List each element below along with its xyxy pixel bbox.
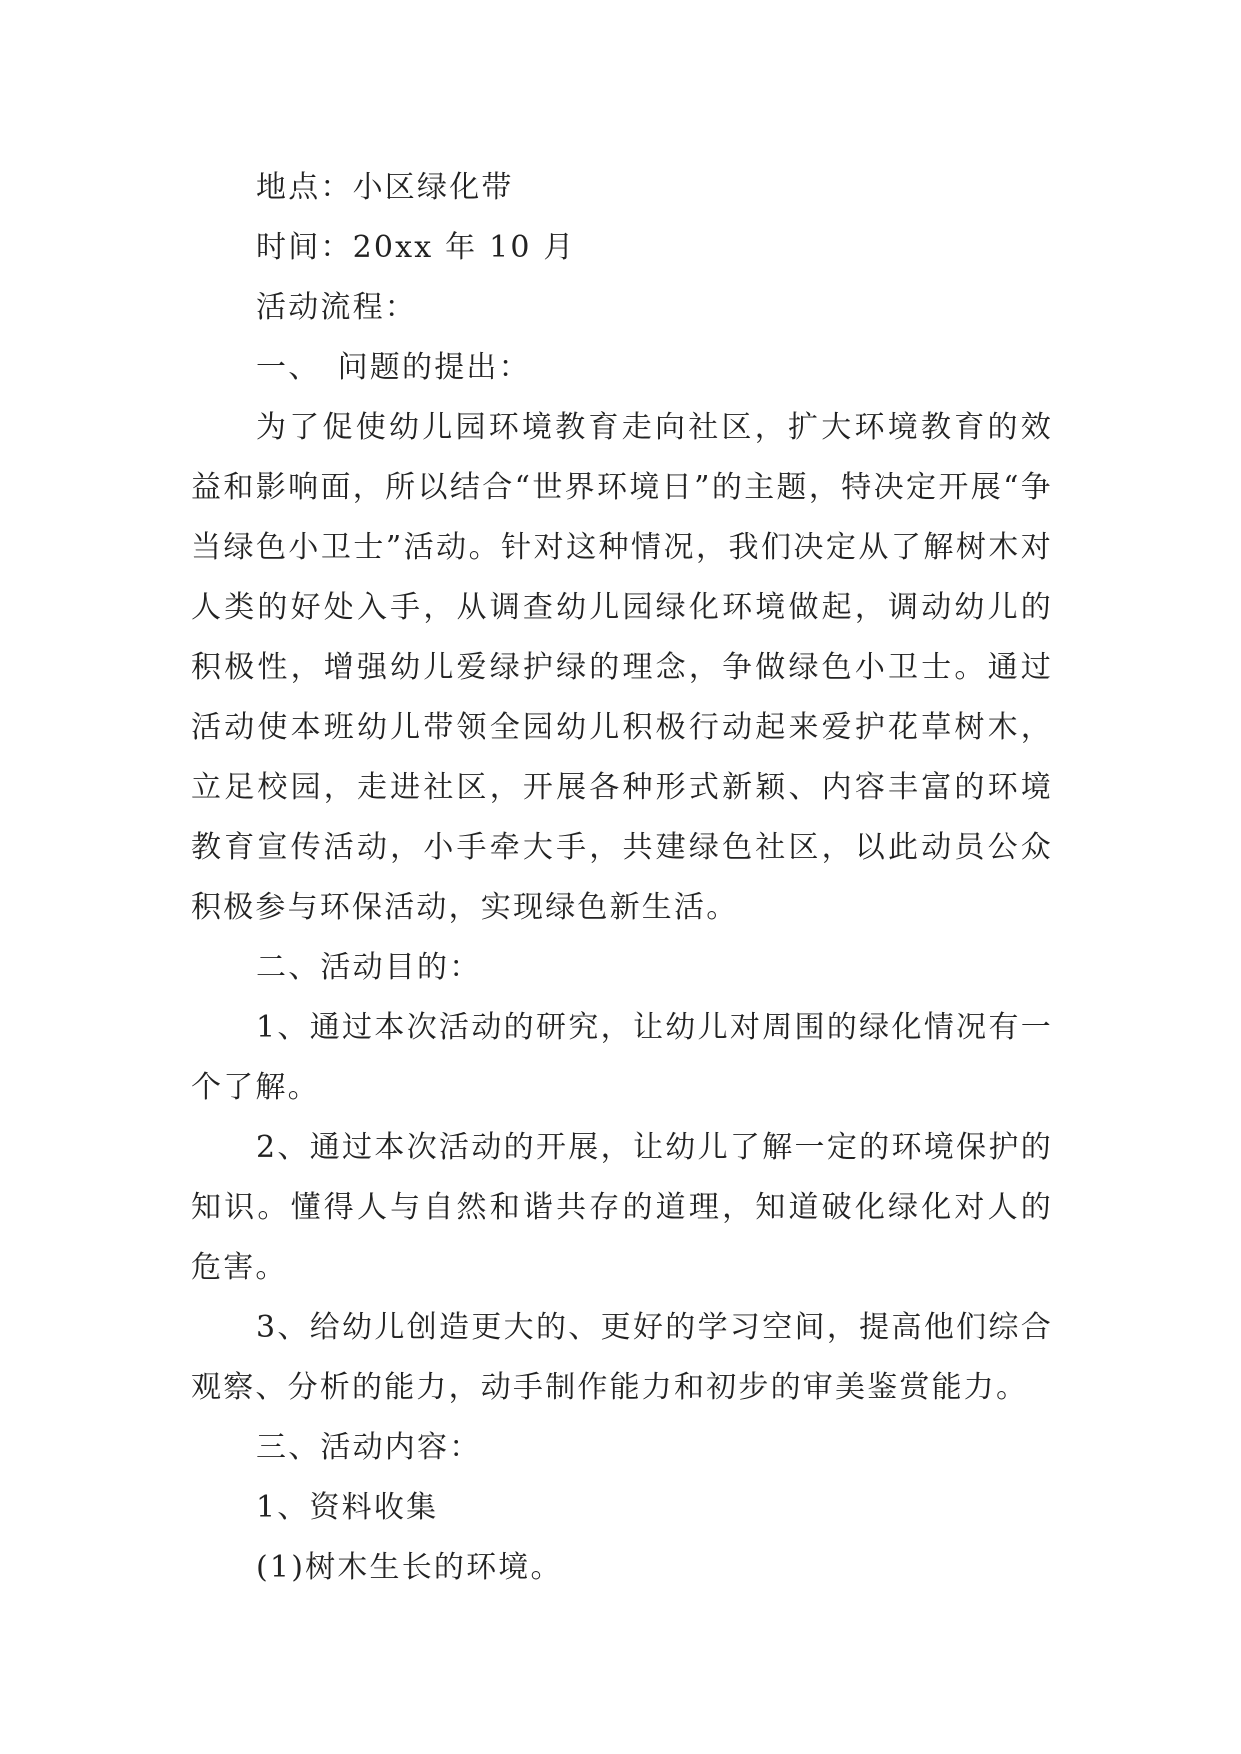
content-item-1: 1、资料收集 — [256, 1490, 439, 1525]
content-subitem-1: (1)树木生长的环境。 — [256, 1550, 563, 1585]
document-body — [191, 158, 1053, 1598]
location-line: 地点：小区绿化带 — [256, 170, 514, 205]
goal-item-1: 1、通过本次活动的研究，让幼儿对周围的绿化情况有一个了解。 — [191, 1010, 1053, 1105]
activity-flow-heading: 活动流程： — [256, 290, 417, 325]
section-3-heading: 三、活动内容： — [256, 1430, 482, 1465]
section-1-heading: 一、 问题的提出： — [256, 350, 531, 385]
goal-item-2: 2、通过本次活动的开展，让幼儿了解一定的环境保护的知识。懂得人与自然和谐共存的道理，知道破化绿化对人的危害。 — [191, 1130, 1053, 1285]
section-1-paragraph: 为了促使幼儿园环境教育走向社区，扩大环境教育的效益和影响面，所以结合“世界环境日”的主题，特决定开展“争当绿色小卫士”活动。针对这种情况，我们决定从了解树木对人类的好处入手，从调查幼儿园绿化环境做起，调动幼儿的积极性，增强幼儿爱绿护绿的理念，争做绿色小卫士。通过活动使本班幼儿带领全园幼儿积极行动起来爱护花草树木，立足校园，走进社区，开展各种形式新颖、内容丰富的环境教育宣传活动，小手牵大手，共建绿色社区，以此动员公众积极参与环保活动，实现绿色新生活。 — [191, 410, 1053, 925]
time-line: 时间：20xx 年 10 月 — [256, 230, 576, 265]
section-2-heading: 二、活动目的： — [256, 950, 482, 985]
goal-item-3: 3、给幼儿创造更大的、更好的学习空间，提高他们综合观察、分析的能力，动手制作能力和初步的审美鉴赏能力。 — [191, 1310, 1053, 1405]
